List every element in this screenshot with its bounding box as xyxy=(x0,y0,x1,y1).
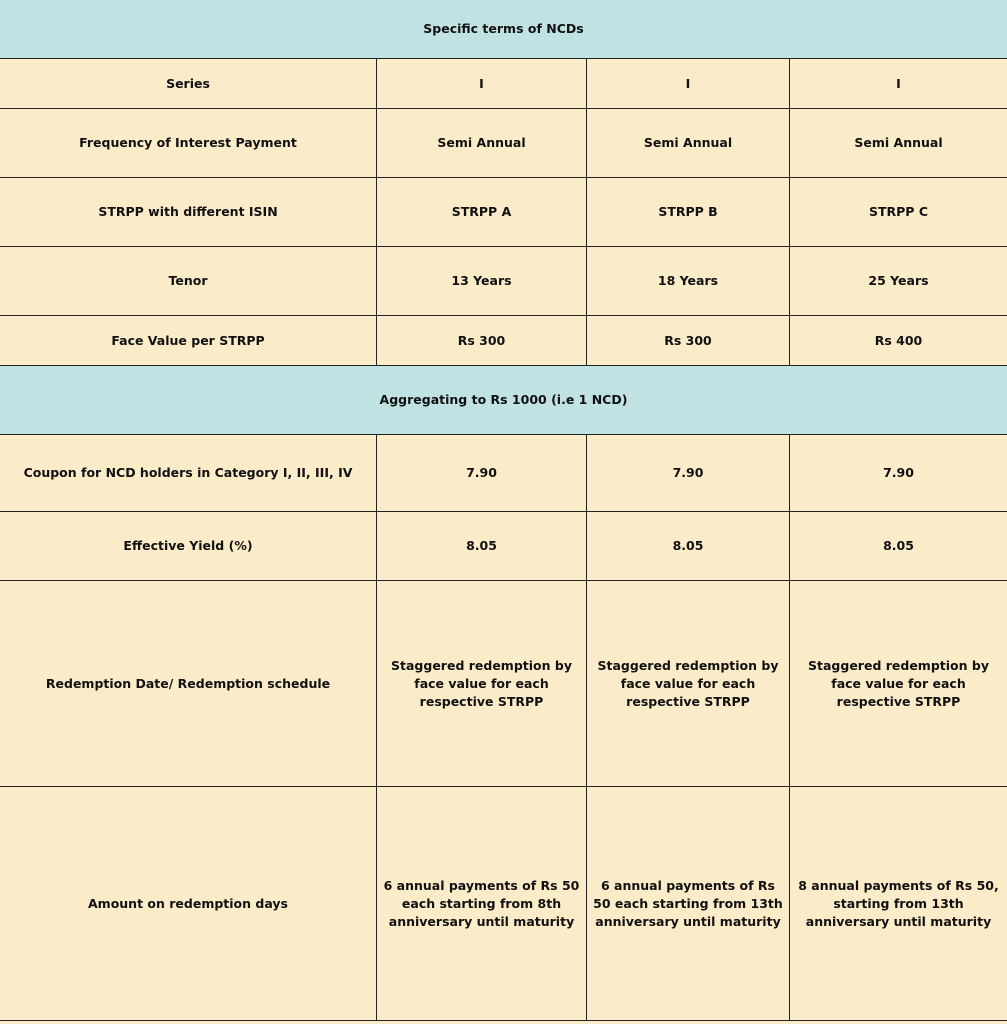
cell-coupon-b: 7.90 xyxy=(587,435,790,512)
cell-amount-b: 6 annual payments of Rs 50 each starting from 13th anniversary until maturity xyxy=(587,787,790,1021)
cell-series-c: I xyxy=(790,59,1007,109)
table-title: Specific terms of NCDs xyxy=(0,0,1007,59)
cell-strpp-c: STRPP C xyxy=(790,178,1007,247)
cell-yield-a: 8.05 xyxy=(377,512,587,581)
cell-yield-c: 8.05 xyxy=(790,512,1007,581)
cell-face-value-c: Rs 400 xyxy=(790,316,1007,366)
cell-frequency-b: Semi Annual xyxy=(587,109,790,178)
cell-frequency-a: Semi Annual xyxy=(377,109,587,178)
cell-coupon-a: 7.90 xyxy=(377,435,587,512)
row-label-tenor: Tenor xyxy=(0,247,377,316)
cell-frequency-c: Semi Annual xyxy=(790,109,1007,178)
cell-redemption-a: Staggered redemption by face value for each respective STRPP xyxy=(377,581,587,787)
cell-series-a: I xyxy=(377,59,587,109)
cell-tenor-a: 13 Years xyxy=(377,247,587,316)
cell-face-value-a: Rs 300 xyxy=(377,316,587,366)
cell-coupon-c: 7.90 xyxy=(790,435,1007,512)
cell-yield-b: 8.05 xyxy=(587,512,790,581)
row-label-face-value: Face Value per STRPP xyxy=(0,316,377,366)
row-label-coupon: Coupon for NCD holders in Category I, II, III, IV xyxy=(0,435,377,512)
cell-strpp-a: STRPP A xyxy=(377,178,587,247)
cell-redemption-b: Staggered redemption by face value for each respective STRPP xyxy=(587,581,790,787)
cell-series-b: I xyxy=(587,59,790,109)
row-label-strpp-isin: STRPP with different ISIN xyxy=(0,178,377,247)
aggregate-note: Aggregating to Rs 1000 (i.e 1 NCD) xyxy=(0,366,1007,435)
cell-amount-a: 6 annual payments of Rs 50 each starting from 8th anniversary until maturity xyxy=(377,787,587,1021)
cell-strpp-b: STRPP B xyxy=(587,178,790,247)
row-label-series: Series xyxy=(0,59,377,109)
cell-redemption-c: Staggered redemption by face value for each respective STRPP xyxy=(790,581,1007,787)
cell-tenor-c: 25 Years xyxy=(790,247,1007,316)
cell-amount-c: 8 annual payments of Rs 50, starting from 13th anniversary until maturity xyxy=(790,787,1007,1021)
cell-tenor-b: 18 Years xyxy=(587,247,790,316)
row-label-frequency: Frequency of Interest Payment xyxy=(0,109,377,178)
row-label-effective-yield: Effective Yield (%) xyxy=(0,512,377,581)
cell-face-value-b: Rs 300 xyxy=(587,316,790,366)
row-label-redemption-schedule: Redemption Date/ Redemption schedule xyxy=(0,581,377,787)
row-label-redemption-amount: Amount on redemption days xyxy=(0,787,377,1021)
